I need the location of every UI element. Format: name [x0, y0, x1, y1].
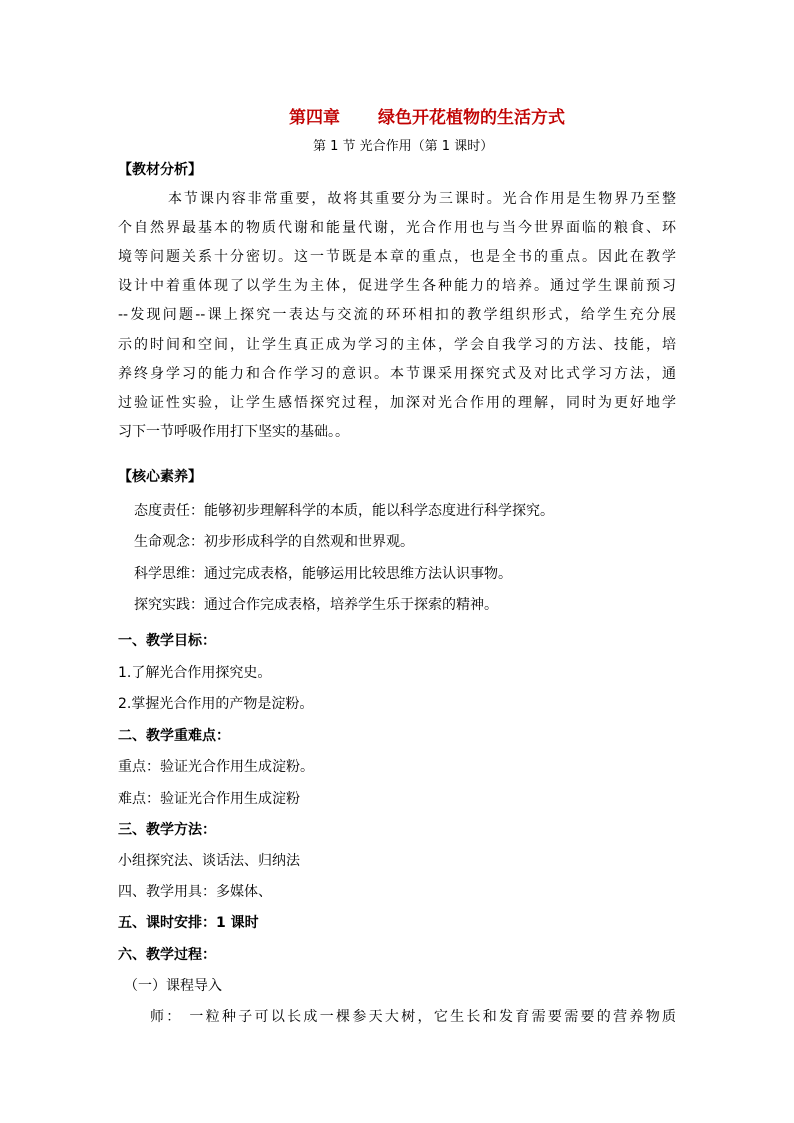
process-intro: （一）课程导入 — [124, 978, 222, 994]
goal-item: 2.掌握光合作用的产物是淀粉。 — [118, 696, 314, 712]
schedule-label: 五、课时安排： — [118, 915, 216, 931]
chapter-name: 绿色开花植物的生活方式 — [378, 108, 565, 128]
analysis-line: 习下一节呼吸作用打下坚实的基础。。 — [118, 424, 349, 440]
analysis-line: 示的时间和空间，让学生真正成为学习的主体，学会自我学习的方法、技能，培 — [118, 337, 676, 353]
analysis-line: 养终身学习的能力和合作学习的意识。本节课采用探究式及对比式学习方法，通 — [118, 366, 676, 382]
analysis-line: 境等问题关系十分密切。这一节既是本章的重点，也是全书的重点。因此在教学 — [118, 249, 676, 265]
core-item: 科学思维：通过完成表格，能够运用比较思维方法认识事物。 — [134, 566, 512, 582]
analysis-line: --发现问题--课上探究一表达与交流的环环相扣的教学组织形式，给学生充分展 — [118, 307, 676, 323]
schedule-line — [118, 913, 259, 933]
goal-item: 1.了解光合作用探究史。 — [118, 665, 272, 681]
analysis-line: 过验证性实验，让学生感悟探究过程，加深对光合作用的理解，同时为更好地学 — [118, 395, 676, 411]
core-item: 生命观念：初步形成科学的自然观和世界观。 — [134, 534, 414, 550]
process-heading: 六、教学过程： — [118, 947, 216, 963]
section-title: 第 1 节 光合作用（第 1 课时） — [313, 139, 494, 154]
core-item: 探究实践：通过合作完成表格，培养学生乐于探索的精神。 — [134, 597, 498, 613]
core-item: 态度责任：能够初步理解科学的本质，能以科学态度进行科学探究。 — [134, 503, 554, 519]
difficulty-point: 难点：验证光合作用生成淀粉 — [118, 791, 300, 807]
chapter-title — [289, 106, 565, 130]
methods-text: 小组探究法、谈话法、归纳法 — [118, 853, 300, 869]
analysis-line: 本节课内容非常重要，故将其重要分为三课时。光合作用是生物界乃至整 — [168, 191, 676, 207]
schedule-value: 1 课时 — [216, 915, 259, 931]
core-heading: 【核心素养】 — [118, 469, 202, 485]
goals-heading: 一、教学目标： — [118, 633, 216, 649]
key-points-heading: 二、教学重难点： — [118, 728, 230, 744]
teacher-line: 师： 一粒种子可以长成一棵参天大树，它生长和发育需要需要的营养物质 — [150, 1009, 676, 1025]
tools-line: 四、教学用具：多媒体、 — [118, 884, 272, 900]
methods-heading: 三、教学方法： — [118, 822, 216, 838]
focus-point: 重点：验证光合作用生成淀粉。 — [118, 759, 314, 775]
analysis-heading: 【教材分析】 — [118, 162, 202, 178]
analysis-line: 个自然界最基本的物质代谢和能量代谢，光合作用也与当今世界面临的粮食、环 — [118, 220, 676, 236]
chapter-number: 第四章 — [289, 108, 340, 128]
analysis-line: 设计中着重体现了以学生为主体，促进学生各种能力的培养。通过学生课前预习 — [118, 278, 676, 294]
